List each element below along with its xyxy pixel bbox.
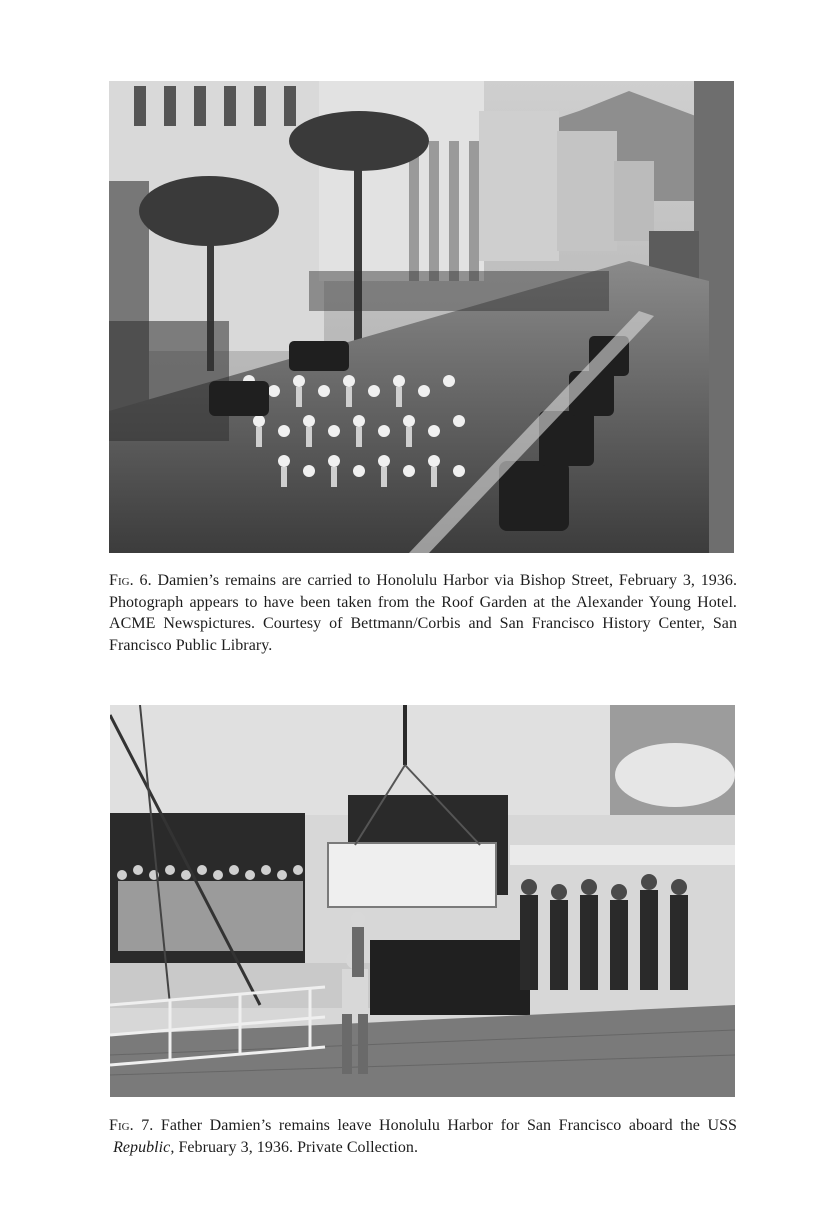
- fig6-photograph: [109, 81, 734, 553]
- fig6-label: Fig. 6.: [109, 572, 152, 589]
- fig7-caption-text-after: February 3, 1936. Private Collection.: [178, 1138, 419, 1156]
- fig7-ship-name: Republic,: [113, 1138, 175, 1156]
- fig7-label: Fig. 7.: [109, 1117, 154, 1134]
- fig6-caption: [109, 570, 737, 656]
- fig7-caption: [109, 1115, 737, 1158]
- fig6-caption-text: Damien’s remains are carried to Honolulu Harbor via Bishop Street, February 3, 1936. Photograph appears to have been taken from the Roof Garden at the Alexander Young Hotel. ACME Newspictures. Courtesy of Bettmann/Corbis and San Francisco History Center, San Francisco Public Library.: [109, 572, 738, 654]
- fig7-caption-text-before: Father Damien’s remains leave Honolulu Harbor for San Francisco aboard the USS: [160, 1117, 737, 1134]
- fig7-photograph: [110, 705, 735, 1097]
